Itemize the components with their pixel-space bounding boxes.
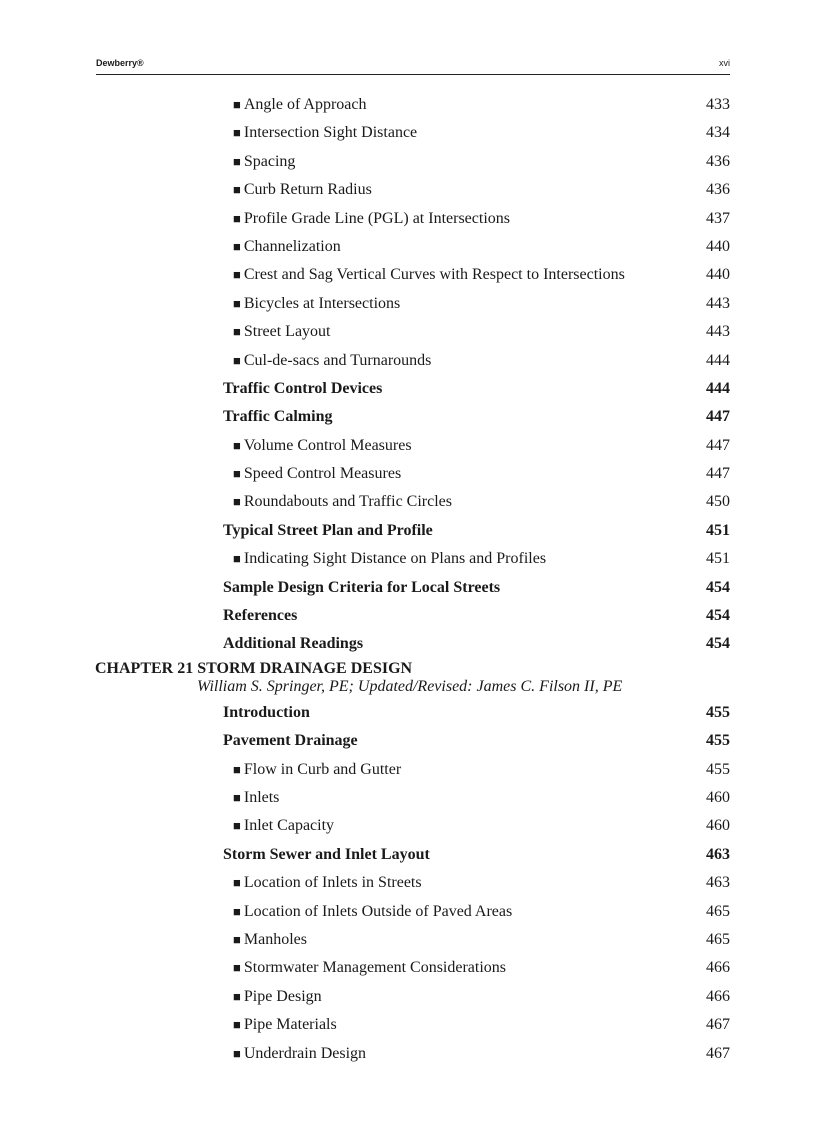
toc-subsection-entry[interactable] (0, 176, 816, 204)
publisher-brand: Dewberry® (96, 58, 144, 68)
toc-entry-page: 455 (706, 760, 730, 778)
toc-entry-title[interactable] (233, 290, 400, 318)
toc-entry-label: Inlets (243, 788, 280, 806)
toc-entry-title[interactable] (233, 261, 625, 289)
bullet-icon: ■ (233, 182, 241, 198)
bullet-icon: ■ (233, 97, 241, 112)
toc-entry-label: Curb Return Radius (243, 181, 372, 199)
bullet-icon: ■ (233, 903, 241, 919)
toc-subsection-entry[interactable] (0, 954, 816, 982)
toc-entry-label: Profile Grade Line (PGL) at Intersections (243, 209, 510, 227)
toc-entry-label: Location of Inlets in Streets (243, 874, 422, 892)
chapter-title[interactable]: CHAPTER 21 STORM DRAINAGE DESIGN (95, 659, 413, 677)
toc-entry-label: Location of Inlets Outside of Paved Areas (243, 902, 513, 920)
toc-entry-page: 444 (706, 379, 730, 397)
toc-subsection-entry[interactable] (0, 347, 816, 375)
toc-section-entry[interactable] (0, 699, 816, 727)
toc-subsection-entry[interactable] (0, 756, 816, 784)
toc-entry-label: Traffic Calming (223, 408, 333, 426)
toc-entry-title[interactable] (233, 756, 401, 784)
toc-entry-page: 440 (706, 237, 730, 255)
table-of-contents (0, 91, 816, 1068)
toc-entry-label: Pavement Drainage (223, 732, 358, 750)
toc-subsection-entry[interactable] (0, 148, 816, 176)
toc-entry-title[interactable] (233, 812, 334, 840)
toc-entry-page: 454 (706, 578, 730, 596)
toc-entry-page: 447 (706, 465, 730, 483)
toc-entry-title[interactable] (233, 91, 367, 119)
toc-entry-label: Spacing (243, 152, 296, 170)
bullet-icon: ■ (233, 1045, 241, 1061)
toc-entry-label: Typical Street Plan and Profile (223, 521, 433, 539)
chapter-authors: William S. Springer, PE; Updated/Revised: James C. Filson II, PE (197, 677, 623, 695)
bullet-icon: ■ (233, 789, 241, 805)
toc-section-entry[interactable] (0, 727, 816, 755)
toc-entry-title[interactable] (233, 148, 295, 176)
toc-entry-page: 434 (706, 124, 730, 142)
toc-section-entry[interactable] (0, 517, 816, 545)
toc-entry-page: 465 (706, 930, 730, 948)
toc-entry-page: 447 (706, 436, 730, 454)
toc-entry-label: Stormwater Management Considerations (243, 959, 507, 977)
toc-entry-page: 467 (706, 1044, 730, 1062)
toc-entry-page: 454 (706, 607, 730, 625)
toc-entry-label: Pipe Design (243, 987, 322, 1005)
toc-entry-title[interactable] (233, 233, 341, 261)
toc-entry-label: Crest and Sag Vertical Curves with Respect to Intersections (243, 266, 625, 284)
bullet-icon: ■ (233, 875, 241, 891)
toc-entry-label: Intersection Sight Distance (243, 124, 418, 142)
toc-entry-title[interactable] (233, 1040, 366, 1068)
toc-subsection-entry[interactable] (0, 869, 816, 897)
toc-subsection-entry[interactable] (0, 261, 816, 289)
toc-entry-title[interactable] (233, 1011, 337, 1039)
toc-subsection-entry[interactable] (0, 898, 816, 926)
toc-subsection-entry[interactable] (0, 812, 816, 840)
bullet-icon: ■ (233, 238, 241, 254)
toc-entry-label: Volume Control Measures (243, 436, 412, 454)
toc-subsection-entry[interactable] (0, 205, 816, 233)
toc-subsection-entry[interactable] (0, 545, 816, 573)
toc-entry-title[interactable] (223, 375, 382, 403)
toc-entry-page: 454 (706, 635, 730, 653)
toc-entry-title[interactable] (223, 727, 358, 755)
toc-subsection-entry[interactable] (0, 432, 816, 460)
toc-entry-page: 443 (706, 323, 730, 341)
toc-entry-title[interactable] (233, 784, 279, 812)
toc-entry-title[interactable] (223, 630, 363, 658)
bullet-icon: ■ (233, 551, 241, 567)
toc-entry-title[interactable] (223, 574, 500, 602)
toc-entry-label: Speed Control Measures (243, 465, 402, 483)
toc-entry-page: 455 (706, 732, 730, 750)
toc-entry-label: Introduction (223, 703, 310, 721)
bullet-icon: ■ (233, 437, 241, 453)
bullet-icon: ■ (233, 295, 241, 311)
bullet-icon: ■ (233, 125, 241, 141)
toc-section-entry[interactable] (0, 630, 816, 658)
toc-entry-page: 443 (706, 294, 730, 312)
toc-subsection-entry[interactable] (0, 119, 816, 147)
toc-subsection-entry[interactable] (0, 91, 816, 119)
toc-entry-title[interactable] (233, 432, 412, 460)
toc-entry-page: 447 (706, 408, 730, 426)
toc-entry-page: 451 (706, 521, 730, 539)
toc-entry-page: 467 (706, 1016, 730, 1034)
toc-entry-page: 460 (706, 788, 730, 806)
bullet-icon: ■ (233, 931, 241, 947)
toc-entry-label: Traffic Control Devices (223, 379, 383, 397)
toc-entry-label: Sample Design Criteria for Local Streets (223, 578, 501, 596)
bullet-icon: ■ (233, 352, 241, 368)
toc-subsection-entry[interactable] (0, 926, 816, 954)
toc-entry-title[interactable] (223, 602, 297, 630)
toc-entry-page: 436 (706, 181, 730, 199)
bullet-icon: ■ (233, 761, 241, 777)
toc-section-entry[interactable] (0, 375, 816, 403)
toc-entry-page: 466 (706, 959, 730, 977)
toc-entry-title[interactable] (233, 545, 546, 573)
toc-entry-page: 444 (706, 351, 730, 369)
toc-entry-label: Underdrain Design (243, 1044, 367, 1062)
toc-entry-page: 450 (706, 493, 730, 511)
bullet-icon: ■ (233, 988, 241, 1004)
toc-entry-label: Inlet Capacity (243, 817, 335, 835)
toc-entry-title[interactable] (233, 460, 401, 488)
toc-entry-title[interactable] (223, 841, 430, 869)
toc-entry-label: Additional Readings (223, 635, 364, 653)
toc-section-chapter-21 (0, 699, 816, 1068)
toc-entry-title[interactable] (233, 205, 510, 233)
bullet-icon: ■ (233, 494, 241, 510)
toc-subsection-entry[interactable] (0, 233, 816, 261)
toc-section-entry[interactable] (0, 574, 816, 602)
toc-entry-page: 463 (706, 874, 730, 892)
toc-entry-title[interactable] (233, 954, 506, 982)
toc-entry-page: 436 (706, 152, 730, 170)
toc-subsection-entry[interactable] (0, 318, 816, 346)
toc-entry-title[interactable] (223, 517, 433, 545)
bullet-icon: ■ (233, 960, 241, 976)
toc-section-chapter-20 (0, 91, 816, 659)
toc-subsection-entry[interactable] (0, 983, 816, 1011)
bullet-icon: ■ (233, 153, 241, 169)
toc-entry-page: 466 (706, 987, 730, 1005)
toc-section-entry[interactable] (0, 841, 816, 869)
toc-entry-page: 465 (706, 902, 730, 920)
page-header (96, 54, 730, 75)
toc-entry-label: References (223, 607, 298, 625)
toc-entry-page: 433 (706, 96, 730, 113)
toc-entry-page: 463 (706, 845, 730, 863)
bullet-icon: ■ (233, 324, 241, 340)
toc-entry-label: Channelization (243, 237, 341, 255)
bullet-icon: ■ (233, 267, 241, 283)
toc-entry-title[interactable] (233, 318, 331, 346)
bullet-icon: ■ (233, 210, 241, 226)
toc-section-entry[interactable] (0, 602, 816, 630)
toc-entry-label: Storm Sewer and Inlet Layout (223, 845, 430, 863)
toc-entry-label: Pipe Materials (243, 1016, 337, 1034)
toc-section-entry[interactable] (0, 403, 816, 431)
toc-entry-label: Indicating Sight Distance on Plans and Profiles (243, 550, 547, 568)
toc-subsection-entry[interactable] (0, 488, 816, 516)
toc-subsection-entry[interactable] (0, 290, 816, 318)
toc-entry-page: 455 (706, 703, 730, 721)
toc-entry-label: Cul-de-sacs and Turnarounds (243, 351, 432, 369)
toc-entry-page: 440 (706, 266, 730, 284)
toc-entry-title[interactable] (223, 699, 310, 727)
toc-entry-page: 451 (706, 550, 730, 568)
bullet-icon: ■ (233, 466, 241, 482)
toc-entry-title[interactable] (233, 488, 452, 516)
toc-entry-label: Street Layout (243, 323, 331, 341)
toc-entry-title[interactable] (233, 898, 512, 926)
bullet-icon: ■ (233, 1017, 241, 1033)
toc-entry-label: Flow in Curb and Gutter (243, 760, 402, 778)
bullet-icon: ■ (233, 818, 241, 834)
toc-entry-title[interactable] (233, 176, 372, 204)
toc-entry-page: 437 (706, 209, 730, 227)
toc-subsection-entry[interactable] (0, 460, 816, 488)
toc-entry-title[interactable] (233, 869, 422, 897)
toc-entry-title[interactable] (233, 983, 322, 1011)
toc-subsection-entry[interactable] (0, 784, 816, 812)
toc-entry-label: Bicycles at Intersections (243, 294, 401, 312)
toc-entry-label: Manholes (243, 930, 307, 948)
toc-subsection-entry[interactable] (0, 1011, 816, 1039)
toc-entry-title[interactable] (233, 119, 417, 147)
toc-entry-page: 460 (706, 817, 730, 835)
page-number: xvi (719, 58, 730, 68)
toc-entry-label: Angle of Approach (243, 96, 367, 113)
toc-subsection-entry[interactable] (0, 1040, 816, 1068)
toc-entry-title[interactable] (233, 926, 307, 954)
toc-entry-title[interactable] (233, 347, 431, 375)
toc-entry-title[interactable] (223, 403, 332, 431)
chapter-heading[interactable] (0, 659, 816, 699)
toc-entry-label: Roundabouts and Traffic Circles (243, 493, 452, 511)
